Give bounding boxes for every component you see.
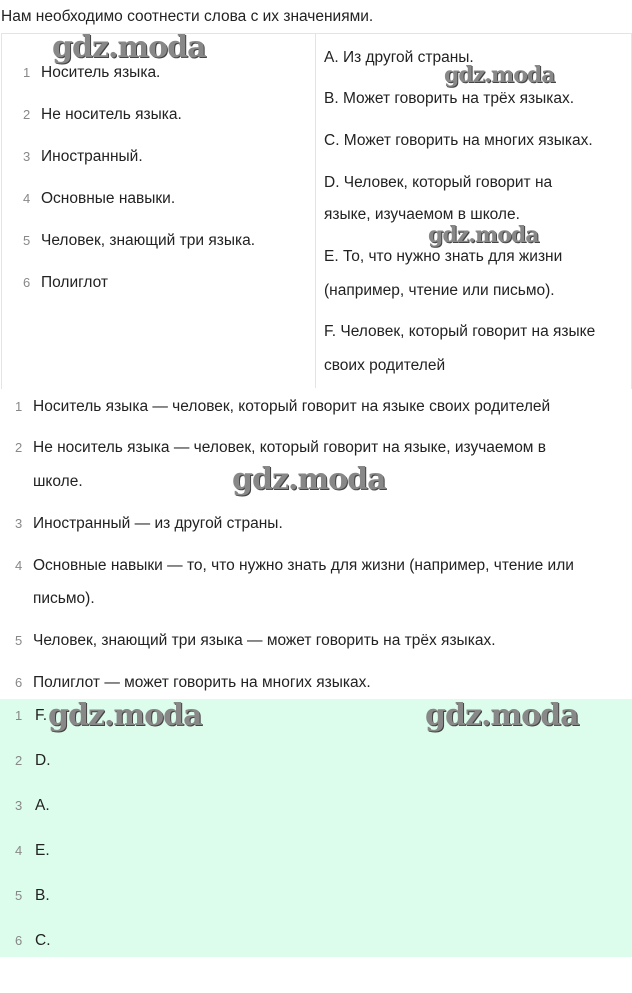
definition-line: B. Может говорить на трёх языках. [324,90,575,107]
match-text: Основные навыки — то, что нужно знать для жизни (например, чтение или [33,557,574,574]
watermark: gdz.moda [444,62,555,88]
definition-line: E. То, что нужно знать для жизни [324,248,563,265]
definition-line: (например, чтение или письмо). [324,282,555,299]
term-number: 3 [23,149,31,164]
watermark: gdz.moda [232,462,386,497]
definition-line: F. Человек, который говорит на языке [324,323,596,340]
match-number: 5 [15,633,23,648]
answer-text: A. [35,797,50,814]
definition-line: языке, изучаемом в школе. [324,206,520,223]
answer-number: 1 [15,708,23,723]
watermark: gdz.moda [52,30,206,65]
watermark: gdz.moda [428,222,539,248]
answer-text: C. [35,932,51,949]
answer-number: 3 [15,798,23,813]
term-number: 2 [23,107,31,122]
match-text: письмо). [33,590,95,607]
definition-line: своих родителей [324,357,446,374]
term-text: Полиглот [41,274,109,291]
match-number: 1 [15,399,23,414]
answer-number: 4 [15,843,23,858]
match-number: 2 [15,440,23,455]
answer-panel [0,699,632,957]
match-number: 4 [15,558,23,573]
term-text: Иностранный. [41,148,143,165]
answer-text: D. [35,752,51,769]
answer-text: B. [35,887,50,904]
match-text: Не носитель языка — человек, который говорит на языке, изучаемом в [33,439,547,456]
watermark: gdz.moda [425,698,579,733]
match-text: школе. [33,473,83,490]
match-number: 3 [15,516,23,531]
answer-number: 6 [15,933,23,948]
column-divider [315,33,316,388]
definition-line: A. Из другой страны. [324,49,474,66]
answer-number: 2 [15,753,23,768]
term-number: 6 [23,275,31,290]
match-text: Человек, знающий три языка — может говорить на трёх языках. [33,632,496,649]
term-number: 5 [23,233,31,248]
match-text: Полиглот — может говорить на многих языках. [33,674,371,691]
match-text: Иностранный — из другой страны. [33,515,283,532]
definition-line: D. Человек, который говорит на [324,174,553,191]
match-number: 6 [15,675,23,690]
match-text: Носитель языка — человек, который говорит на языке своих родителей [33,398,551,415]
answer-text: F. [35,707,48,724]
definition-line: C. Может говорить на многих языках. [324,132,593,149]
answer-text: E. [35,842,50,859]
term-text: Не носитель языка. [41,106,182,123]
watermark: gdz.moda [48,698,202,733]
task-title: Нам необходимо соотнести слова с их значениями. [1,8,374,25]
term-text: Человек, знающий три языка. [41,232,256,249]
answer-number: 5 [15,888,23,903]
term-text: Носитель языка. [41,64,161,81]
term-text: Основные навыки. [41,190,176,207]
term-number: 1 [23,65,31,80]
term-number: 4 [23,191,31,206]
